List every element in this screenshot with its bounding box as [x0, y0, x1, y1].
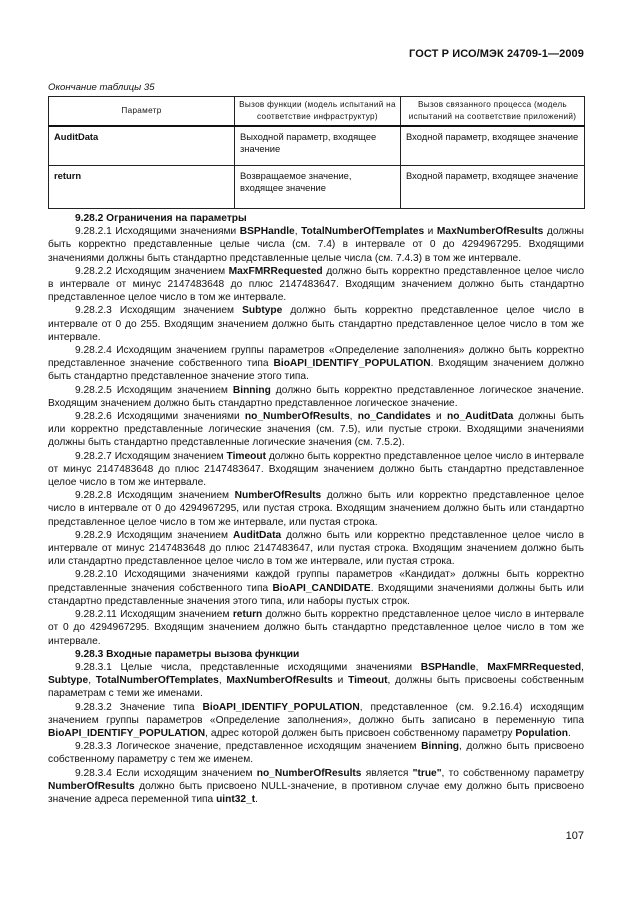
- term: TotalNumberOfTemplates: [301, 226, 425, 238]
- text-run: 9.28.3.2 Значение типа: [75, 701, 203, 713]
- header-parameter: Параметр: [49, 97, 235, 127]
- term: TotalNumberOfTemplates: [95, 675, 219, 687]
- term: BioAPI_IDENTIFY_POPULATION: [48, 727, 206, 739]
- param-name: return: [49, 166, 235, 209]
- text-run: и: [332, 675, 349, 687]
- page-number: 107: [565, 830, 584, 842]
- term: no_Candidates: [357, 411, 431, 423]
- text-run: и: [430, 411, 448, 423]
- text-run: , то собственному параметру: [441, 767, 584, 779]
- text-run: должно быть корректно представленное целое число в интервале от 0 до 255. Входящим значением должно быть стандартно представленное целое число в том же интервале.: [48, 305, 584, 343]
- term: BSPHandle: [239, 226, 295, 238]
- term: AuditData: [233, 529, 282, 541]
- callback-cell: Входной параметр, входящее значение: [401, 126, 585, 166]
- text-run: 9.28.2.1 Исходящими значениями: [75, 226, 240, 238]
- text-run: ,: [88, 675, 96, 687]
- function-call-cell: Выходной параметр, входящее значение: [235, 126, 401, 166]
- paragraph: [48, 304, 584, 344]
- table-row: [49, 166, 585, 209]
- term: uint32_t: [216, 793, 256, 805]
- text-run: .: [567, 727, 571, 739]
- term: NumberOfResults: [48, 780, 135, 792]
- term: BioAPI_CANDIDATE: [272, 582, 371, 594]
- term: no_AuditData: [447, 411, 514, 423]
- term: Subtype: [242, 305, 283, 317]
- paragraph: [48, 225, 584, 265]
- term: Timeout: [348, 675, 388, 687]
- text-run: .: [255, 793, 258, 805]
- term: MaxFMRRequested: [228, 265, 323, 277]
- text-run: должно быть корректно представленное целое число в интервале от минус 2147483648 до плюс 2147483647. Входящим значением должно быть стандартно представленное целое число в том же интервале.: [48, 450, 584, 489]
- term: NumberOfResults: [234, 490, 322, 502]
- paragraph: [48, 489, 584, 529]
- text-run: . Входящим значением должно быть стандартно представленное значение этого типа.: [48, 358, 584, 383]
- text-run: 9.28.3.3 Логическое значение, представленное исходящим значением: [75, 741, 422, 753]
- text-run: 9.28.2.4 Исходящим значением группы параметров «Определение заполнения» должно быть корректно представленное значение собственного типа: [48, 345, 584, 370]
- text-run: 9.28.2.6 Исходящими значениями: [75, 411, 245, 423]
- text-run: 9.28.2.2 Исходящим значением: [75, 265, 229, 277]
- term: Binning: [421, 741, 460, 753]
- paragraph: [48, 529, 584, 569]
- text-run: должно быть корректно представленное целое число в интервале от 0 до 4294967295. Входящим значением должно быть стандартно представленное целое число в том же интервале.: [48, 609, 585, 647]
- text-run: 9.28.3.4 Если исходящим значением: [75, 767, 257, 779]
- text-run: 9.28.3.1 Целые числа, представленные исходящими значениями: [75, 661, 421, 673]
- paragraph: [48, 384, 584, 410]
- document-body: [48, 212, 584, 806]
- paragraph: [48, 661, 584, 701]
- paragraph: [48, 344, 584, 384]
- paragraph: [48, 410, 584, 450]
- text-run: ,: [294, 226, 302, 238]
- term: MaxNumberOfResults: [226, 675, 333, 687]
- paragraph: [48, 265, 584, 305]
- table-header-row: [49, 97, 585, 127]
- standard-header: ГОСТ Р ИСО/МЭК 24709-1—2009: [409, 48, 584, 60]
- text-run: ,: [581, 661, 584, 673]
- function-call-cell: Возвращаемое значение, входящее значение: [235, 166, 401, 209]
- text-run: 9.28.2.10 Исходящими значениями каждой группы параметров «Кандидат» должны быть корректно представленные значения собственного типа: [48, 569, 584, 594]
- header-callback-call: Вызов связанного процесса (модель испытаний на соответствие приложений): [401, 97, 585, 127]
- text-run: 9.28.2.7 Исходящим значением: [75, 450, 227, 462]
- term: BioAPI_IDENTIFY_POPULATION: [273, 358, 431, 370]
- term: Binning: [232, 384, 271, 396]
- section-heading: [48, 212, 584, 225]
- text-run: , должно быть присвоено собственному параметру с тем же именем.: [48, 741, 585, 766]
- text-run: 9.28.2.5 Исходящим значением: [75, 384, 233, 396]
- text-run: , должны быть присвоены собственным параметрам с теми же именами.: [48, 675, 584, 700]
- text-run: 9.28.2 Ограничения на параметры: [75, 213, 247, 224]
- section-heading: [48, 648, 584, 661]
- text-run: должно быть присвоено NULL-значение, в противном случае ему должно быть присвоено значение адреса переменной типа: [48, 780, 584, 805]
- parameter-table: [48, 96, 585, 209]
- text-run: должно быть корректно представленное логическое значение. Входящим значением должно быть стандартно представленное логическое значение.: [48, 384, 584, 409]
- term: "true": [412, 767, 442, 779]
- term: MaxNumberOfResults: [436, 226, 544, 238]
- paragraph: [48, 740, 584, 766]
- text-run: должно быть или корректно представленное целое число в интервале от минус 2147483648 до плюс 2147483647, или пустая строка. Входящим значением должно быть или стандартно представленное целое число в том же интервале, или пустая строка.: [48, 529, 584, 568]
- text-run: . Входящими значениями должны быть или стандартно представленные значения этого типа, или наборы пустых строк.: [48, 582, 584, 607]
- term: Timeout: [226, 450, 266, 462]
- text-run: 9.28.2.8 Исходящим значением: [75, 490, 235, 502]
- term: BSPHandle: [420, 661, 476, 673]
- text-run: ,: [218, 675, 227, 687]
- term: Population: [515, 727, 568, 739]
- text-run: 9.28.2.11 Исходящим значением: [75, 609, 233, 621]
- text-run: должны быть корректно представленные целые числа (см. 7.4) в интервале от 0 до 4294967295. Входящими значениями должны быть стандартно представленные целые числа (см. 7.4.3) в том же интервале.: [48, 226, 584, 264]
- text-run: , представленное (см. 9.2.16.4) исходящим значением группы параметров «Определение заполнения», должно быть записано в переменную типа: [48, 701, 585, 726]
- param-name: AuditData: [49, 126, 235, 166]
- paragraph: [48, 450, 584, 490]
- text-run: ,: [349, 411, 358, 423]
- text-run: должны быть или корректно представленные логические значения (см. 7.5), или пустые строки. Входящими значениями должны быть стандартно представленные логические значения (см. 7.5.2).: [48, 411, 584, 449]
- text-run: и: [424, 226, 437, 238]
- paragraph: [48, 568, 584, 608]
- term: MaxFMRRequested: [487, 661, 582, 673]
- text-run: ,: [475, 661, 488, 673]
- term: return: [232, 609, 263, 621]
- text-run: 9.28.2.9 Исходящим значением: [75, 529, 234, 541]
- term: no_NumberOfResults: [256, 767, 362, 779]
- text-run: является: [361, 767, 413, 779]
- table-caption: Окончание таблицы 35: [48, 82, 155, 93]
- term: BioAPI_IDENTIFY_POPULATION: [202, 701, 360, 713]
- paragraph: [48, 767, 584, 807]
- term: Subtype: [48, 675, 89, 687]
- text-run: 9.28.3 Входные параметры вызова функции: [75, 648, 300, 660]
- paragraph: [48, 608, 584, 648]
- text-run: должно быть корректно представленное целое число в интервале от минус 2147483648 до плюс 2147483647. Входящим значением должно быть стандартно представленное целое число в том же интервале.: [48, 265, 584, 304]
- term: no_NumberOfResults: [244, 411, 350, 423]
- table-row: [49, 126, 585, 166]
- text-run: 9.28.2.3 Исходящим значением: [75, 305, 243, 317]
- header-function-call: Вызов функции (модель испытаний на соответствие инфраструктур): [235, 97, 401, 127]
- paragraph: [48, 701, 584, 741]
- text-run: , адрес которой должен быть присвоен собственному параметру: [205, 727, 516, 739]
- callback-cell: Входной параметр, входящее значение: [401, 166, 585, 209]
- text-run: должно быть или корректно представленное целое число в интервале от 0 до 4294967295, или пустая строка. Входящим значением должно быть или стандартно представленное целое число в том же интервале, или пустая строка.: [48, 490, 584, 528]
